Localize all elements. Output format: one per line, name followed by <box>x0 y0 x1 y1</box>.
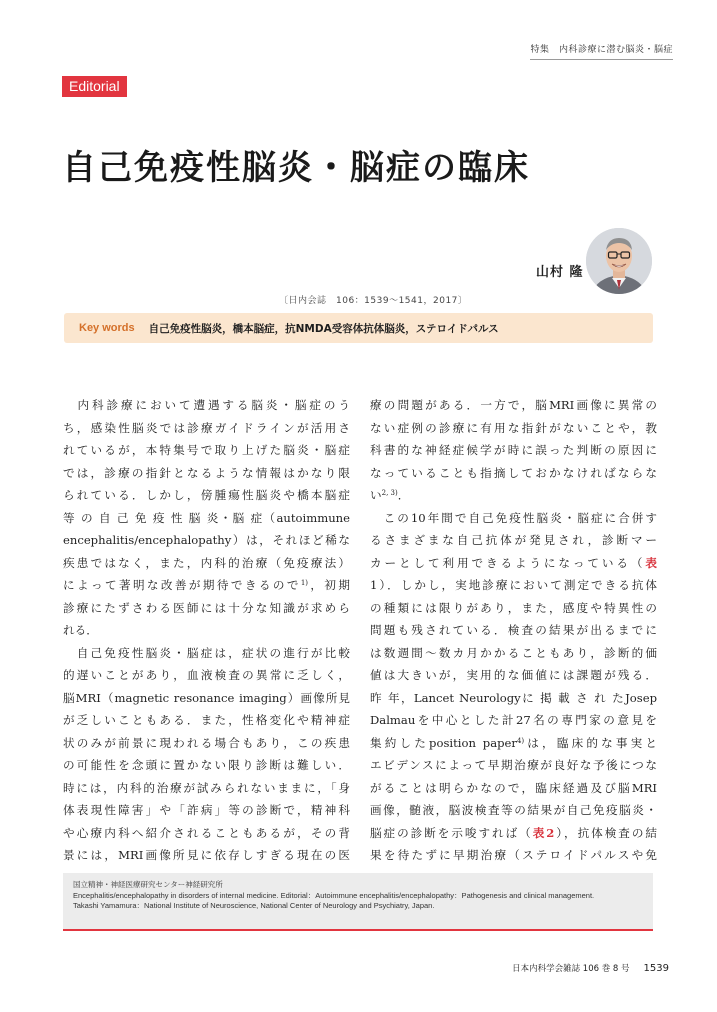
text-line: 内科診療において遭遇する脳炎・脳症のう <box>63 398 350 412</box>
journal-name: 日本内科学会雑誌 106 巻 8 号 <box>512 964 630 974</box>
text-line <box>63 574 350 597</box>
text-fragment: ，初期 <box>308 578 350 592</box>
text-line <box>370 822 657 845</box>
text-line: が乏しいこともある．また，性格変化や精神症 <box>63 713 350 727</box>
text-line <box>370 732 657 755</box>
text-line: 科書的な神経症候学が時に誤った判断の原因に <box>370 443 657 457</box>
reference-superscript: 4) <box>516 736 525 745</box>
section-tag: Editorial <box>62 76 127 97</box>
keywords-box <box>64 313 653 343</box>
text-line: 脳MRI（magnetic resonance imaging）画像所見 <box>63 690 350 705</box>
text-line: 療の問題がある．一方で，脳MRI画像に異常の <box>370 398 657 412</box>
text-fragment: カーとして利用できるようになっている（ <box>370 555 646 570</box>
page-footer <box>512 962 669 974</box>
text-line: の種類には限りがあり，また，感度や特異性の <box>370 600 657 615</box>
text-line: 等 の 自 己 免 疫 性 脳 炎・脳 症（autoimmune <box>63 510 350 525</box>
text-line: Dalmauを中心とした計27名の専門家の意見を <box>370 713 657 727</box>
text-line: るさまざまな自己抗体が発見され，診断マー <box>370 533 657 547</box>
reference-superscript: 1) <box>300 579 309 587</box>
text-line: では，診療の指針となるような情報はかなり限 <box>63 465 350 480</box>
text-line: の可能性を念頭に置かない限り診断は難しい． <box>63 758 350 772</box>
text-fragment: ），抗体検査の結 <box>554 825 657 840</box>
text-line: 1）．しかし，実地診療において測定できる抗体 <box>370 578 657 592</box>
citation: 〔日内会誌 106：1539〜1541，2017〕 <box>279 296 468 306</box>
author-name: 山村 隆 <box>536 265 584 280</box>
text-line: なっていることも指摘しておかなければならな <box>370 465 657 480</box>
article-title: 自己免疫性脳炎・脳症の臨床 <box>62 148 530 188</box>
text-line: encephalitis/encephalopathy）は，それほど稀な <box>63 533 350 547</box>
text-fragment: は，臨床的な事実と <box>524 735 657 750</box>
text-line: 値は大きいが，実用的な価値には課題が残る． <box>370 668 657 682</box>
text-line: 果を待たずに早期治療（ステロイドパルスや免 <box>370 848 657 862</box>
reference-superscript: 2, 3) <box>381 489 398 497</box>
text-line: 昨 年，Lancet Neurologyに 掲 載 さ れ たJosep <box>370 690 657 705</box>
text-line: 画像，髄液，脳波検査等の結果が自己免疫脳炎・ <box>370 803 657 817</box>
text-line: 的遅いことがあり，血液検査の異常に乏しく， <box>63 668 350 682</box>
affiliation-footnote <box>63 873 653 931</box>
body-column-right <box>370 394 657 867</box>
english-affiliation: Takashi Yamamura：National Institute of Neuroscience, National Center of Neurology and Psychiatry, Japan. <box>73 901 435 910</box>
text-fragment: によって著明な改善が期待できるので <box>63 578 301 592</box>
text-line: ち，感染性脳炎では診療ガイドラインが活用さ <box>63 420 350 435</box>
keywords-label: Key words <box>79 322 135 334</box>
text-line: この10年間で自己免疫性脳炎・脳症に合併す <box>370 510 657 525</box>
table-reference-link[interactable]: 表2 <box>532 825 555 840</box>
text-line: 自己免疫性脳炎・脳症は，症状の進行が比較 <box>63 645 350 660</box>
text-line: 体表現性障害」や「詐病」等の診断で，精神科 <box>63 803 350 817</box>
text-line: 時には，内科的治療が試みられないままに，「身 <box>63 780 350 795</box>
text-line: 疾患ではなく，また，内科的治療（免疫療法） <box>63 555 350 570</box>
text-line: 状のみが前景に現われる場合もあり，この疾患 <box>63 735 350 750</box>
text-fragment: ． <box>397 488 410 502</box>
text-fragment: 集約したposition paper <box>370 735 517 750</box>
text-fragment: 脳症の診断を示唆すれば（ <box>370 825 533 840</box>
text-line: ない症例の診療に有用な指針がないことや，教 <box>370 420 657 435</box>
text-line: れているが，本特集号で取り上げた脳炎・脳症 <box>63 443 350 457</box>
text-line <box>370 552 657 575</box>
text-line <box>370 484 657 507</box>
text-line: は数週間〜数カ月かかることもあり，診断的価 <box>370 645 657 660</box>
text-fragment: い <box>370 488 382 502</box>
english-title: Encephalitis/encephalopathy in disorders of internal medicine. Editorial：Autoimmune encephalitis/encephalopathy：Pathogenesis and clinical management. <box>73 890 595 900</box>
page-number: 1539 <box>643 963 669 974</box>
author-portrait <box>586 228 652 294</box>
affiliation-japanese: 国立精神・神経医療研究センター神経研究所 <box>73 880 223 889</box>
text-line: 景には，MRI画像所見に依存しすぎる現在の医 <box>63 848 350 862</box>
text-line: れる． <box>63 623 98 637</box>
text-line: がることは明らかなので，臨床経過及び脳MRI <box>370 780 657 795</box>
text-line: 問題も残されている．検査の結果が出るまでに <box>370 623 657 637</box>
text-line: エビデンスによって早期治療が良好な予後につな <box>370 758 657 772</box>
running-head: 特集 内科診療に潜む脳炎・脳症 <box>530 42 673 60</box>
text-line: や心療内科へ紹介されることもあるが，その背 <box>63 825 350 840</box>
table-reference-link[interactable]: 表 <box>645 555 657 570</box>
text-line: 診療にたずさわる医師には十分な知識が求めら <box>63 600 350 615</box>
keywords-text: 自己免疫性脳炎，橋本脳症，抗NMDA受容体抗体脳炎，ステロイドパルス <box>148 322 499 335</box>
text-line: られている．しかし，傍腫瘍性脳炎や橋本脳症 <box>63 488 350 502</box>
body-column-left <box>63 394 350 867</box>
